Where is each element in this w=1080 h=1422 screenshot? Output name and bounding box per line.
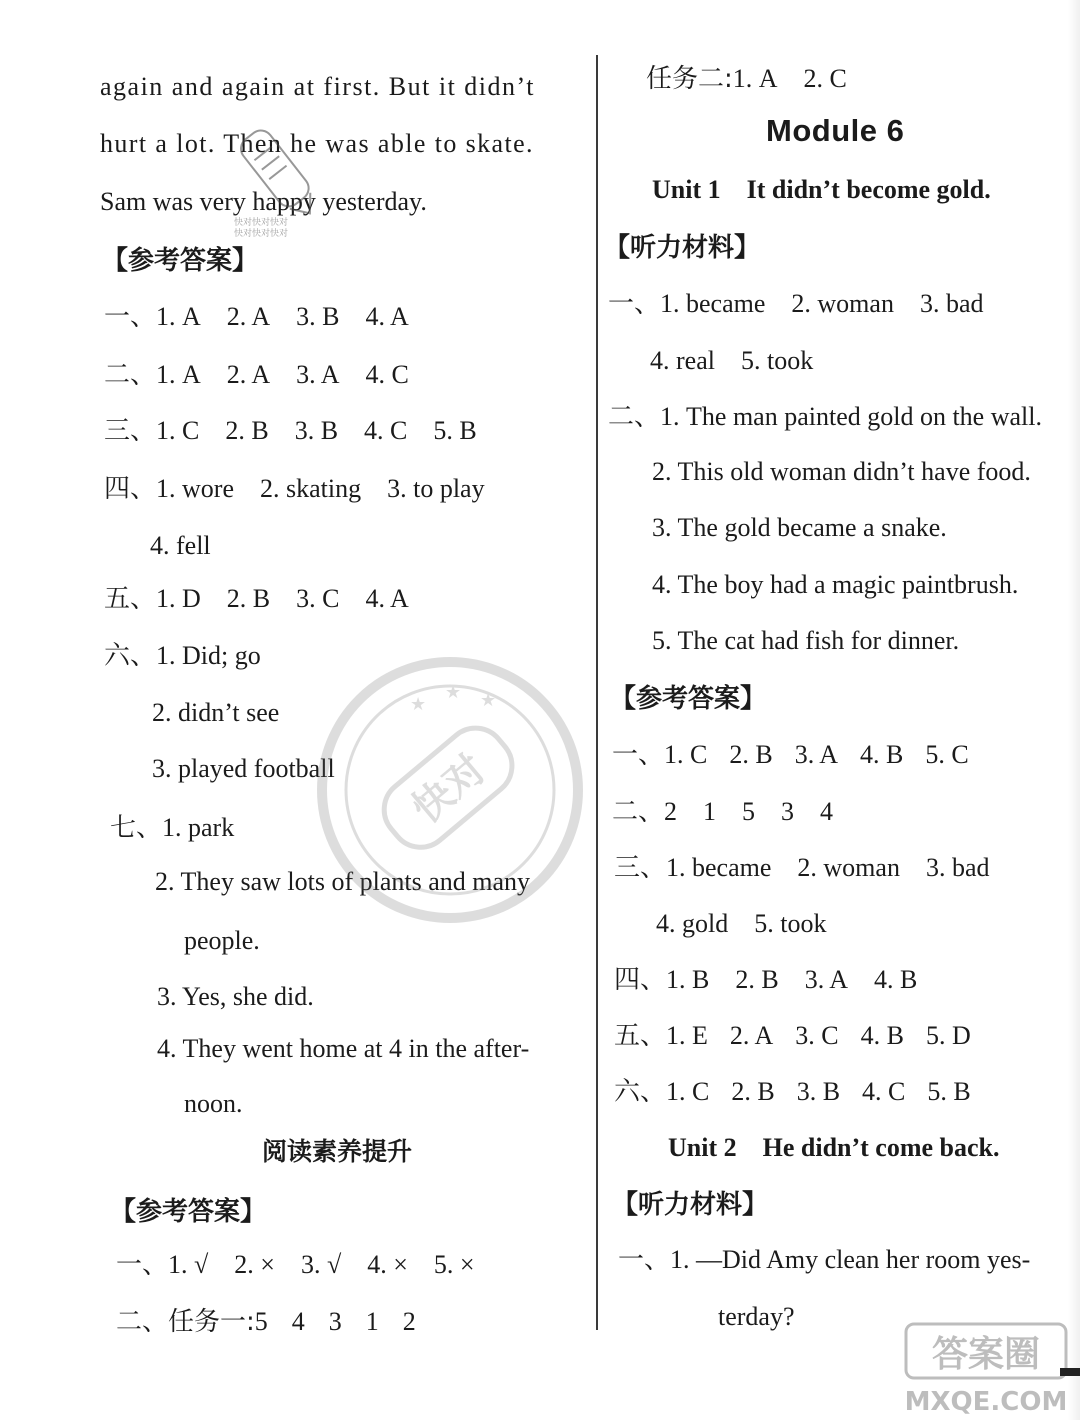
answer-item: 4. B	[860, 1021, 904, 1050]
answer-item: 2. B	[225, 416, 269, 445]
answer-row-6-item-3: 3. played football	[152, 754, 335, 783]
row-number: 二、	[608, 402, 661, 432]
row-number: 三、	[614, 853, 667, 883]
answer-item: 5	[254, 1307, 268, 1336]
listening-row-2	[608, 402, 1042, 432]
listening-sentence-2: 2. This old woman didn’t have food.	[652, 457, 1031, 486]
answer-item: 2. B	[226, 584, 271, 613]
answer-item: 3. bad	[919, 289, 984, 318]
pen-watermark-text-2: 快对快对快对	[234, 229, 289, 239]
answer-item: 4. real	[650, 346, 715, 375]
sentence: 1. The man painted gold on the wall.	[660, 402, 1042, 431]
row-number: 七、	[110, 813, 163, 843]
reading-row-2	[116, 1307, 416, 1337]
answer-item: 4	[820, 797, 834, 826]
pen-watermark-text-1: 快对快对快对	[234, 218, 289, 228]
stamp-text: 快对	[403, 745, 495, 833]
answer-item: 4. C	[862, 1077, 906, 1106]
answer-row-5	[104, 584, 409, 614]
svg-text:★: ★	[480, 690, 497, 711]
reading-section-heading: 阅读素养提升	[262, 1137, 413, 1166]
row-label: 任务二:	[646, 64, 733, 94]
listening-sentence-4: 4. The boy had a magic paintbrush.	[652, 570, 1019, 599]
unit-2-listening-row-1	[618, 1245, 1030, 1275]
answer-item: 1. D	[156, 584, 201, 613]
svg-text:★: ★	[445, 682, 462, 703]
passage-line-1: again and again at first. But it didn’t	[100, 72, 535, 101]
answer-row-3	[104, 416, 477, 446]
passage-line-2: hurt a lot. Then he was able to skate.	[100, 129, 534, 158]
reading-row-1	[116, 1250, 475, 1280]
answer-item: 1. E	[666, 1021, 708, 1050]
answer-item: 4. A	[365, 584, 409, 613]
passage-line-3: Sam was very happy yesterday.	[100, 187, 427, 216]
corner-logo-url: MXQE.COM	[904, 1387, 1068, 1417]
answer-item: 5. took	[740, 346, 814, 375]
row-number: 一、	[104, 302, 157, 332]
unit-title: It didn’t become gold.	[746, 175, 991, 204]
answer-item: 3. A	[794, 740, 839, 769]
answer-item: 1. wore	[156, 474, 234, 503]
module-title: Module 6	[766, 113, 905, 148]
answer-item: 4. C	[365, 360, 409, 389]
answer-item: 2. A	[729, 1021, 774, 1050]
row-label: 二、任务一:	[116, 1307, 255, 1337]
page-edge-shadow	[1068, 0, 1080, 1420]
answer-row-7	[110, 813, 234, 843]
answer-item: 1	[365, 1307, 379, 1336]
answer-item: 4	[291, 1307, 305, 1336]
row-number: 三、	[104, 416, 157, 446]
corner-tab-mark	[1060, 1368, 1080, 1376]
answer-item: 1. C	[156, 416, 200, 445]
row-number: 一、	[116, 1250, 169, 1280]
row-number: 六、	[104, 641, 157, 671]
answer-item: 3. to play	[387, 474, 485, 503]
answer-row-7-item-2a: 2. They saw lots of plants and many	[155, 867, 531, 896]
row-number: 五、	[104, 584, 157, 614]
answer-row-6	[104, 641, 261, 671]
answer-heading-right: 【参考答案】	[610, 684, 767, 714]
answer-item: 2. skating	[260, 474, 362, 503]
unit-title: He didn’t come back.	[762, 1133, 1000, 1162]
answer-item: 4. gold	[656, 909, 729, 938]
answer-row-7-item-4a: 4. They went home at 4 in the after-	[157, 1034, 530, 1063]
svg-text:★: ★	[410, 694, 427, 715]
unit-2-heading	[668, 1133, 1000, 1163]
corner-logo-text: 答案圈	[931, 1334, 1041, 1375]
answer-item: 3. C	[296, 584, 340, 613]
answer-row-1	[104, 302, 409, 332]
answer-item: 5. D	[925, 1021, 971, 1050]
answer-item: 4. A	[365, 302, 409, 331]
answer-item: 2. ×	[234, 1250, 275, 1279]
right-answer-row-3-cont	[656, 909, 826, 939]
unit-label: Unit 1	[652, 175, 721, 204]
answer-item: 1. A	[156, 360, 201, 389]
listening-sentence-5: 5. The cat had fish for dinner.	[652, 626, 960, 655]
row-number: 二、	[612, 797, 665, 827]
answer-heading-2: 【参考答案】	[110, 1197, 267, 1227]
answer-item: 2. B	[731, 1077, 775, 1106]
answer-row-2	[104, 360, 409, 390]
answer-item: 4. C	[364, 416, 408, 445]
answer-item: 3. √	[300, 1250, 342, 1279]
right-answer-row-5	[614, 1021, 971, 1051]
answer-item: 1. A	[732, 64, 778, 93]
answer-item: 2. C	[803, 64, 847, 93]
answer-item: 1. B	[666, 965, 710, 994]
answer-item: 2. A	[226, 360, 271, 389]
answer-item: 1. park	[162, 813, 235, 842]
answer-heading: 【参考答案】	[102, 246, 259, 276]
answer-item: 1. A	[156, 302, 201, 331]
row-number: 一、	[618, 1245, 671, 1275]
row-number: 五、	[614, 1021, 667, 1051]
answer-item: 4. B	[874, 965, 918, 994]
answer-row-7-item-3: 3. Yes, she did.	[157, 982, 314, 1011]
unit-2-listening-row-1-cont: terday?	[718, 1302, 795, 1331]
row-number: 一、	[608, 289, 661, 319]
listening-heading-2: 【听力材料】	[612, 1190, 769, 1220]
answer-item: 5. B	[927, 1077, 971, 1106]
answer-item: 2. woman	[791, 289, 894, 318]
listening-row-1	[608, 289, 984, 319]
answer-row-7-item-2b: people.	[184, 926, 260, 955]
answer-item: 5	[742, 797, 756, 826]
sentence: 1. —Did Amy clean her room yes-	[670, 1245, 1031, 1274]
answer-item: 3. B	[294, 416, 339, 445]
answer-item: 1. became	[666, 853, 772, 882]
unit-1-heading	[652, 175, 991, 205]
answer-item: 1. C	[664, 740, 708, 769]
task-two-row	[646, 64, 847, 94]
answer-item: 2. A	[226, 302, 271, 331]
row-number: 六、	[614, 1077, 667, 1107]
right-answer-row-1	[612, 740, 969, 770]
answer-item: 4. B	[860, 740, 904, 769]
answer-item: 3. A	[296, 360, 340, 389]
answer-item: 1	[703, 797, 717, 826]
answer-row-7-item-4b: noon.	[184, 1089, 243, 1118]
answer-item: 1. C	[666, 1077, 710, 1106]
row-number: 二、	[104, 360, 157, 390]
right-answer-row-4	[614, 965, 917, 995]
answer-item: 5. took	[754, 909, 827, 938]
answer-item: 3. bad	[925, 853, 990, 882]
answer-item: 3	[328, 1307, 342, 1336]
right-answer-row-3	[614, 853, 990, 883]
answer-item: 2	[402, 1307, 416, 1336]
answer-row-6-item-2: 2. didn’t see	[152, 698, 280, 727]
answer-item: 3. A	[804, 965, 849, 994]
answer-item: 5. C	[925, 740, 969, 769]
row-number: 四、	[614, 965, 667, 995]
answer-item: 2	[664, 797, 678, 826]
corner-logo-watermark	[900, 1322, 1075, 1418]
column-divider	[596, 55, 598, 1330]
answer-item: 1. Did; go	[156, 641, 261, 670]
listening-row-1-cont	[650, 346, 813, 376]
listening-heading: 【听力材料】	[604, 233, 761, 263]
answer-item: 5. B	[433, 416, 477, 445]
answer-item: 1. became	[660, 289, 766, 318]
row-number: 四、	[104, 474, 157, 504]
answer-item: 3. B	[796, 1077, 841, 1106]
answer-item: 2. B	[729, 740, 773, 769]
answer-item: 3	[781, 797, 795, 826]
answer-item: 3. B	[296, 302, 340, 331]
answer-item: 2. woman	[797, 853, 900, 882]
answer-item: 3. C	[795, 1021, 839, 1050]
answer-item: 4. ×	[367, 1250, 408, 1279]
answer-row-4-cont: 4. fell	[150, 531, 211, 560]
listening-sentence-3: 3. The gold became a snake.	[652, 513, 947, 542]
right-answer-row-6	[614, 1077, 971, 1107]
answer-item: 1. √	[168, 1250, 209, 1279]
unit-label: Unit 2	[668, 1133, 737, 1162]
answer-item: 2. B	[735, 965, 779, 994]
answer-row-4	[104, 474, 485, 504]
corner-logo-icon	[900, 1322, 1075, 1418]
right-answer-row-2	[612, 797, 833, 827]
row-number: 一、	[612, 740, 665, 770]
answer-item: 5. ×	[433, 1250, 475, 1279]
